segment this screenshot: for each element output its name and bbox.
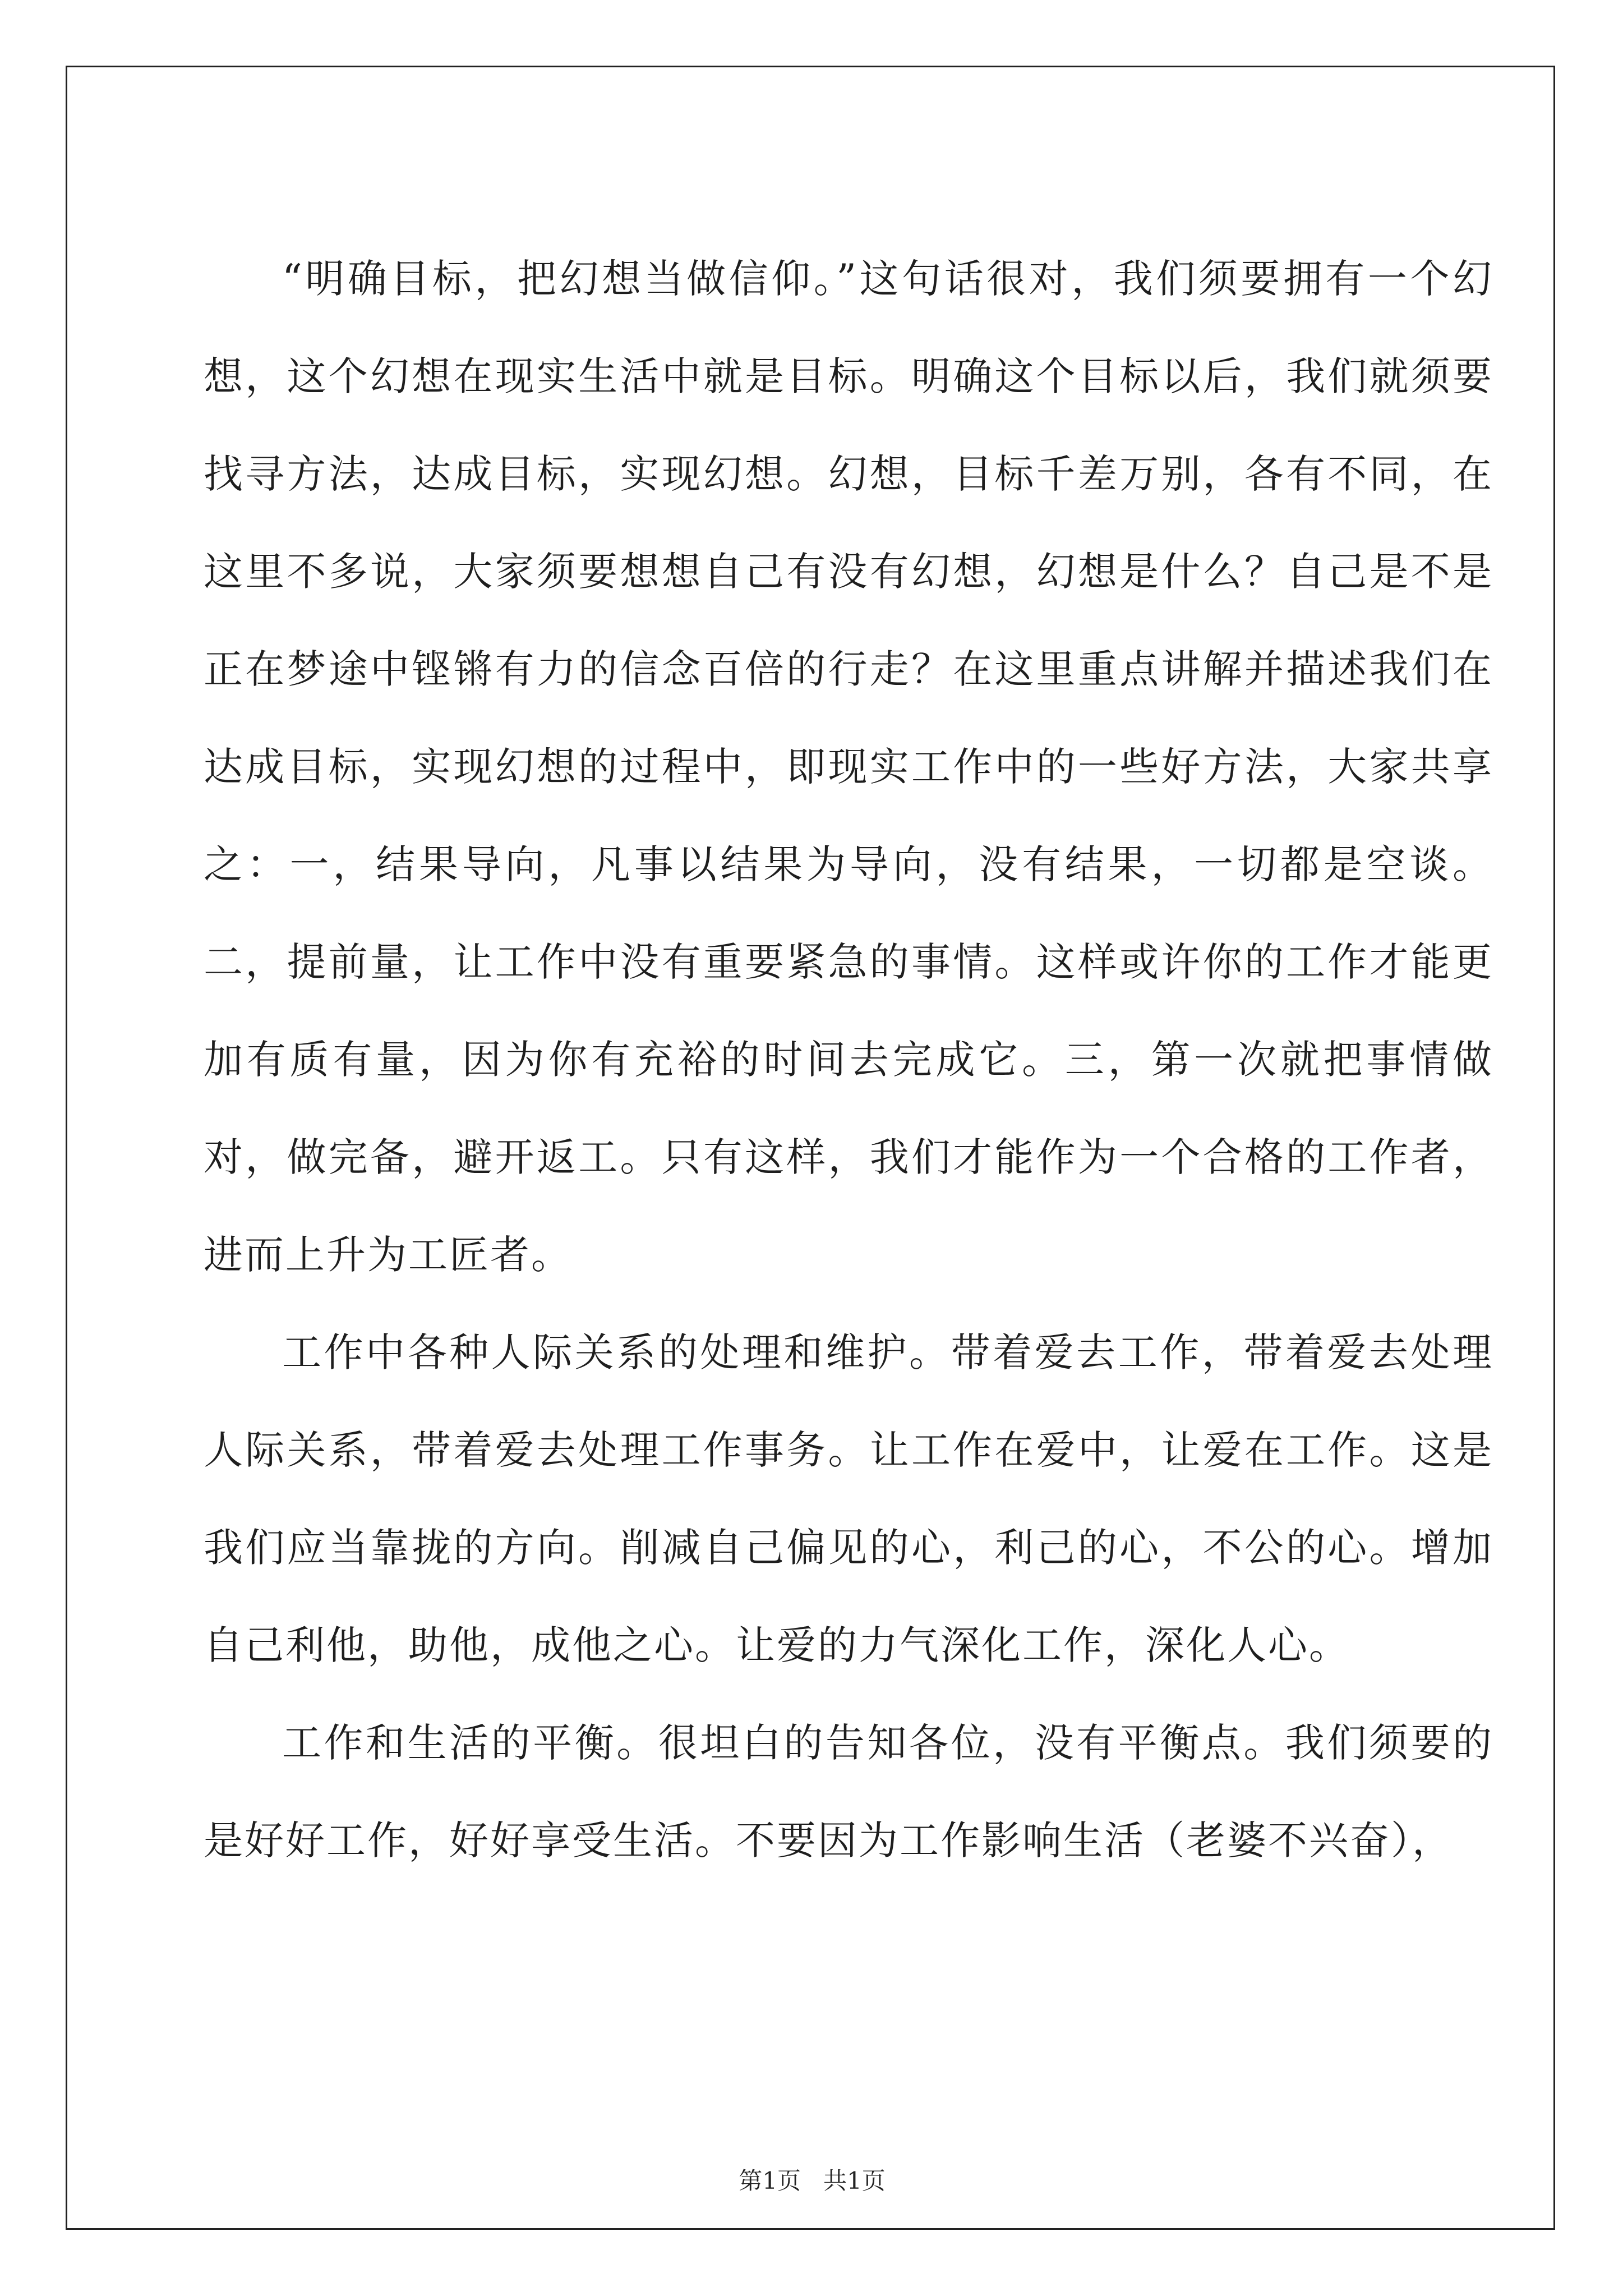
paragraph-1: “明确目标，把幻想当做信仰。”这句话很对，我们须要拥有一个幻想，这个幻想在现实生活中就是目标。明确这个目标以后，我们就须要找寻方法，达成目标，实现幻想。幻想，目标千差万别，各有不同，在这里不多说，大家须要想想自己有没有幻想，幻想是什么？自己是不是正在梦途中铿锵有力的信念百倍的行走？在这里重点讲解并描述我们在达成目标，实现幻想的过程中，即现实工作中的一些好方法，大家共享之：一，结果导向，凡事以结果为导向，没有结果，一切都是空谈。二，提前量，让工作中没有重要紧急的事情。这样或许你的工作才能更加有质有量，因为你有充裕的时间去完成它。三，第一次就把事情做对，做完备，避开返工。只有这样，我们才能作为一个合格的工作者，进而上升为工匠者。 [204,256,1493,1278]
document-body [204,230,1493,1889]
paragraph-3: 工作和生活的平衡。很坦白的告知各位，没有平衡点。我们须要的是好好工作，好好享受生活。不要因为工作影响生活（老婆不兴奋）， [204,1720,1493,1864]
page-frame [66,66,1555,2230]
paragraph-2: 工作中各种人际关系的处理和维护。带着爱去工作，带着爱去处理人际关系，带着爱去处理工作事务。让工作在爱中，让爱在工作。这是我们应当靠拢的方向。削减自己偏见的心，利己的心，不公的心。增加自己利他，助他，成他之心。让爱的力气深化工作，深化人心。 [204,1329,1493,1668]
page-footer: 第1页 共1页 [739,2167,886,2194]
